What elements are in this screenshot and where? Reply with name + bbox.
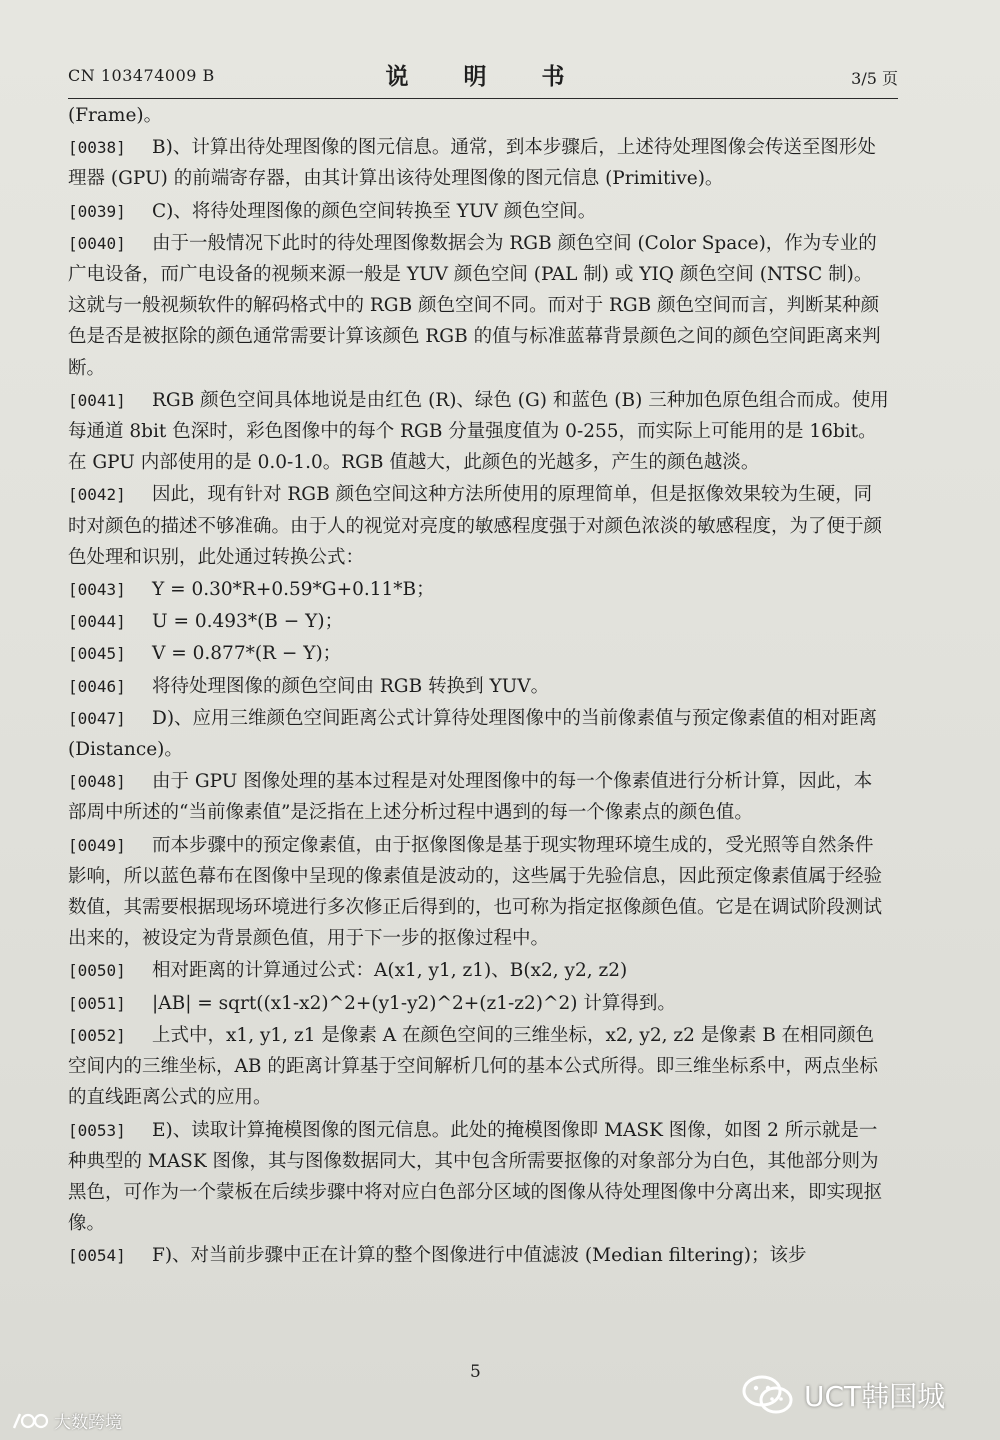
paragraph-text: 将待处理图像的颜色空间由 RGB 转换到 YUV。 bbox=[152, 675, 550, 697]
paragraph-text: D)、应用三维颜色空间距离公式计算待处理图像中的当前像素值与预定像素值的相对距离 (Distance)。 bbox=[68, 707, 878, 761]
page-number: 5 bbox=[470, 1362, 481, 1382]
paragraph-text: 上式中，x1, y1, z1 是像素 A 在颜色空间的三维坐标，x2, y2, z2 是像素 B 在相同颜色空间内的三维坐标，AB 的距离计算基于空间解析几何的基本公式所得。即三维坐标系中，两点坐标的直线距离公式的应用。 bbox=[68, 1024, 878, 1109]
paragraph-text: F)、对当前步骤中正在计算的整个图像进行中值滤波 (Median filtering)；该步 bbox=[152, 1245, 807, 1267]
page-of-total: 3/5 页 bbox=[851, 69, 898, 88]
paragraph-text: |AB| = sqrt((x1-x2)^2+(y1-y2)^2+(z1-z2)^2) 计算得到。 bbox=[152, 992, 676, 1014]
paragraph-number: [0049] bbox=[68, 835, 126, 855]
corner-watermark bbox=[10, 1408, 122, 1433]
paragraph bbox=[68, 766, 890, 828]
paragraph-text: 由于 GPU 图像处理的基本过程是对处理图像中的每一个像素值进行分析计算，因此，本部周中所述的“当前像素值”是泛指在上述分析过程中遇到的每一个像素点的颜色值。 bbox=[68, 771, 873, 824]
wechat-logo-icon bbox=[740, 1373, 796, 1417]
paragraph-text: E)、读取计算掩模图像的图元信息。此处的掩模图像即 MASK 图像，如图 2 所示就是一种典型的 MASK 图像，其与图像数据同大，其中包含所需要抠像的对象部分为白色，其他部分则为黑色，可作为一个蒙板在后续步骤中将对应白色部分区域的图像从待处理图像中分离出来，即实现抠像。 bbox=[68, 1119, 883, 1235]
paragraph-number: [0046] bbox=[68, 676, 126, 696]
document-body bbox=[68, 100, 890, 1273]
wechat-badge bbox=[740, 1370, 980, 1420]
paragraph bbox=[68, 385, 890, 479]
paragraph bbox=[68, 1240, 890, 1271]
paragraph-text: 因此，现有针对 RGB 颜色空间这种方法所使用的原理简单，但是抠像效果较为生硬，同时对颜色的描述不够准确。由于人的视觉对亮度的敏感程度强于对颜色浓淡的敏感程度，为了便于颜色处理和识别，此处通过转换公式： bbox=[68, 484, 883, 568]
paragraph bbox=[68, 100, 890, 131]
patent-number: CN 103474009 B bbox=[68, 66, 215, 85]
paragraph bbox=[68, 606, 890, 637]
paragraph bbox=[68, 1020, 890, 1114]
paragraph bbox=[68, 228, 890, 384]
paragraph bbox=[68, 671, 890, 702]
paragraph-number: [0050] bbox=[68, 961, 126, 981]
paragraph-text: Y = 0.30*R+0.59*G+0.11*B； bbox=[152, 579, 435, 601]
page-header bbox=[68, 58, 898, 99]
paragraph-text: B)、计算出待处理图像的图元信息。通常，到本步骤后，上述待处理图像会传送至图形处理器 (GPU) 的前端寄存器，由其计算出该待处理图像的图元信息 (Primitive)。 bbox=[68, 137, 876, 190]
paragraph-number: [0045] bbox=[68, 644, 126, 664]
paragraph bbox=[68, 955, 890, 986]
paragraph-number: [0048] bbox=[68, 772, 126, 792]
paragraph-text: 而本步骤中的预定像素值，由于抠像图像是基于现实物理环境生成的，受光照等自然条件影响，所以蓝色幕布在图像中呈现的像素值是波动的，这些属于先验信息，因此预定像素值属于经验数值，其需要根据现场环境进行多次修正后得到的，也可称为指定抠像颜色值。它是在调试阶段测试出来的，被设定为背景颜色值，用于下一步的抠像过程中。 bbox=[68, 834, 883, 950]
paragraph-number: [0041] bbox=[68, 390, 126, 410]
paragraph bbox=[68, 132, 890, 194]
paragraph-text: V = 0.877*(R − Y)； bbox=[152, 643, 342, 665]
paragraph bbox=[68, 479, 890, 573]
paragraph bbox=[68, 196, 890, 227]
paragraph-text: 相对距离的计算通过公式：A(x1, y1, z1)、B(x2, y2, z2) bbox=[152, 960, 628, 982]
paragraph-text: RGB 颜色空间具体地说是由红色 (R)、绿色 (G) 和蓝色 (B) 三种加色原色组合而成。使用每通道 8bit 色深时，彩色图像中的每个 RGB 分量强度值为 0-255，而实际上可能用的是 16bit。在 GPU 内部使用的是 0.0-1.0。RGB 值越大，此颜色的光越多，产生的颜色越淡。 bbox=[68, 389, 889, 474]
paragraph bbox=[68, 830, 890, 955]
page-title: 说 明 书 bbox=[385, 63, 581, 90]
paragraph-number: [0039] bbox=[68, 201, 126, 221]
paragraph-number: [0053] bbox=[68, 1120, 126, 1140]
paragraph-number: [0043] bbox=[68, 580, 126, 600]
paragraph bbox=[68, 638, 890, 669]
paragraph-text: (Frame)。 bbox=[68, 105, 163, 126]
paragraph-text: C)、将待处理图像的颜色空间转换至 YUV 颜色空间。 bbox=[152, 200, 597, 222]
paragraph-number: [0044] bbox=[68, 612, 126, 632]
paragraph-number: [0052] bbox=[68, 1025, 126, 1045]
paragraph bbox=[68, 988, 890, 1019]
paragraph-text: U = 0.493*(B − Y)； bbox=[152, 611, 344, 633]
paragraph-number: [0042] bbox=[68, 485, 126, 505]
paragraph-number: [0040] bbox=[68, 233, 126, 253]
paragraph bbox=[68, 703, 890, 765]
paragraph-number: [0038] bbox=[68, 138, 126, 158]
paragraph bbox=[68, 574, 890, 605]
watermark-logo-icon bbox=[10, 1410, 50, 1432]
paragraph-number: [0051] bbox=[68, 993, 126, 1013]
wechat-account-label: UCT韩国城 bbox=[804, 1380, 946, 1413]
paragraph-number: [0054] bbox=[68, 1246, 126, 1266]
paragraph bbox=[68, 1115, 890, 1240]
paragraph-number: [0047] bbox=[68, 708, 126, 728]
watermark-text: 大数跨境 bbox=[54, 1413, 122, 1433]
paragraph-text: 由于一般情况下此时的待处理图像数据会为 RGB 颜色空间 (Color Space)，作为专业的广电设备，而广电设备的视频来源一般是 YUV 颜色空间 (PAL 制) 或 YIQ 颜色空间 (NTSC 制)。这就与一般视频软件的解码格式中的 RGB 颜色空间不同。而对于 RGB 颜色空间而言，判断某种颜色是否是被抠除的颜色通常需要计算该颜色 RGB 的值与标准蓝幕背景颜色之间的颜色空间距离来判断。 bbox=[68, 232, 881, 379]
